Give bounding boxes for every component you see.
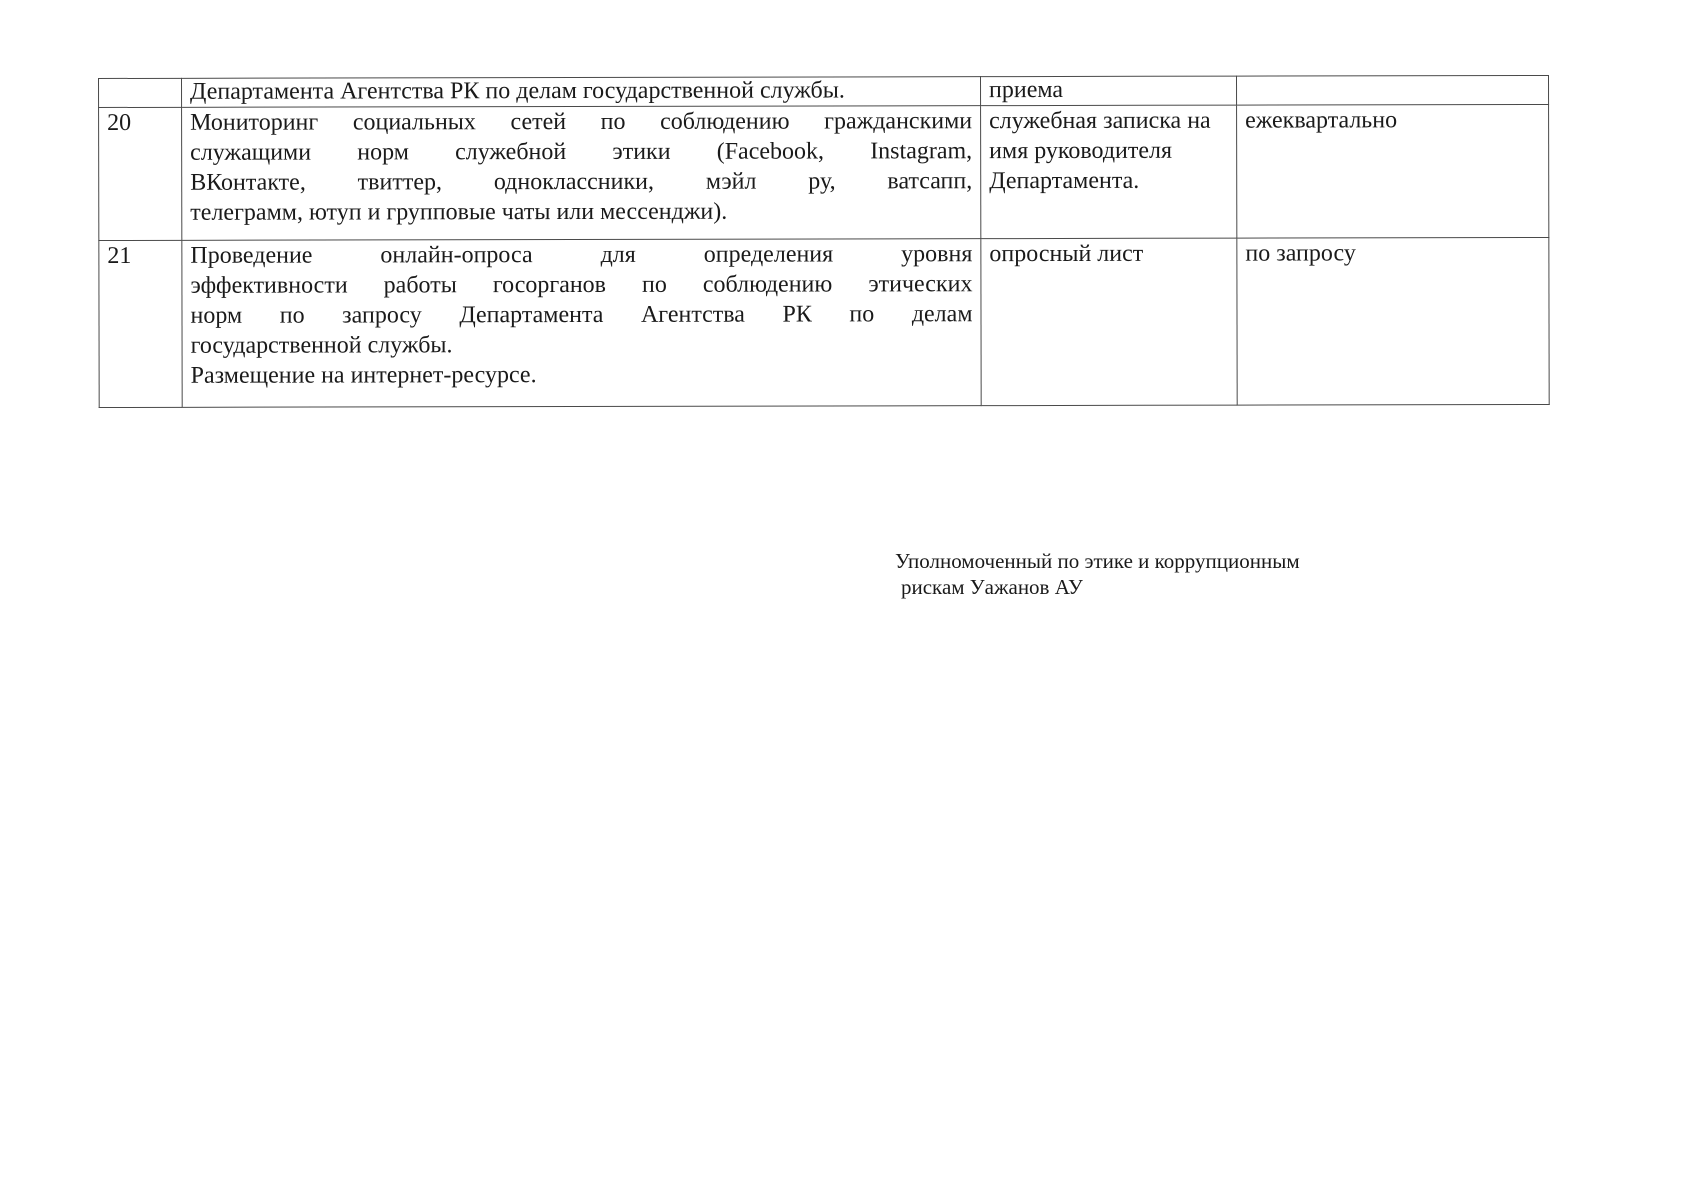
activity-line: Мониторинг социальных сетей по соблюдению гражданскими: [190, 108, 973, 136]
action-plan-table: [98, 75, 1550, 408]
deadline-cell: [1236, 75, 1548, 105]
completion-form-cell: приема: [980, 76, 1236, 106]
activity-line: Проведение онлайн-опроса для определения уровня: [190, 241, 973, 269]
activity-line: эффективности работы госорганов по соблюдению этических: [190, 271, 973, 299]
activity-line: телеграмм, ютуп и групповые чаты или мессенджи).: [190, 198, 728, 226]
activity-line: государственной службы.: [190, 332, 453, 359]
signature-block: [895, 548, 1300, 600]
activity-line: норм по запросу Департамента Агентства РК по делам: [190, 301, 973, 329]
row-number-cell: 20: [99, 107, 182, 240]
activity-cell: [182, 106, 981, 241]
completion-form-cell: опросный лист: [981, 238, 1237, 406]
table-row: [99, 237, 1549, 407]
deadline-cell: ежеквартально: [1237, 104, 1549, 238]
activity-cell: [182, 239, 981, 408]
activity-line: Департамента Агентства РК по делам государственной службы.: [190, 77, 845, 105]
signatory-title: Уполномоченный по этике и коррупционным: [895, 549, 1300, 573]
row-number-cell: [99, 78, 182, 107]
signatory-name: рискам Уажанов АУ: [901, 575, 1083, 599]
row-number-cell: 21: [99, 240, 182, 407]
activity-line: Размещение на интернет-ресурсе.: [190, 362, 537, 389]
table-row: [99, 104, 1549, 240]
deadline-cell: по запросу: [1237, 237, 1549, 405]
activity-line: служащими норм служебной этики (Facebook, Instagram,: [190, 138, 973, 166]
table-row: [99, 75, 1549, 107]
activity-line: ВКонтакте, твиттер, одноклассники, мэйл ру, ватсапп,: [190, 168, 973, 196]
completion-form-cell: служебная записка на имя руководителя Департамента.: [981, 105, 1237, 239]
activity-cell: [182, 77, 981, 108]
